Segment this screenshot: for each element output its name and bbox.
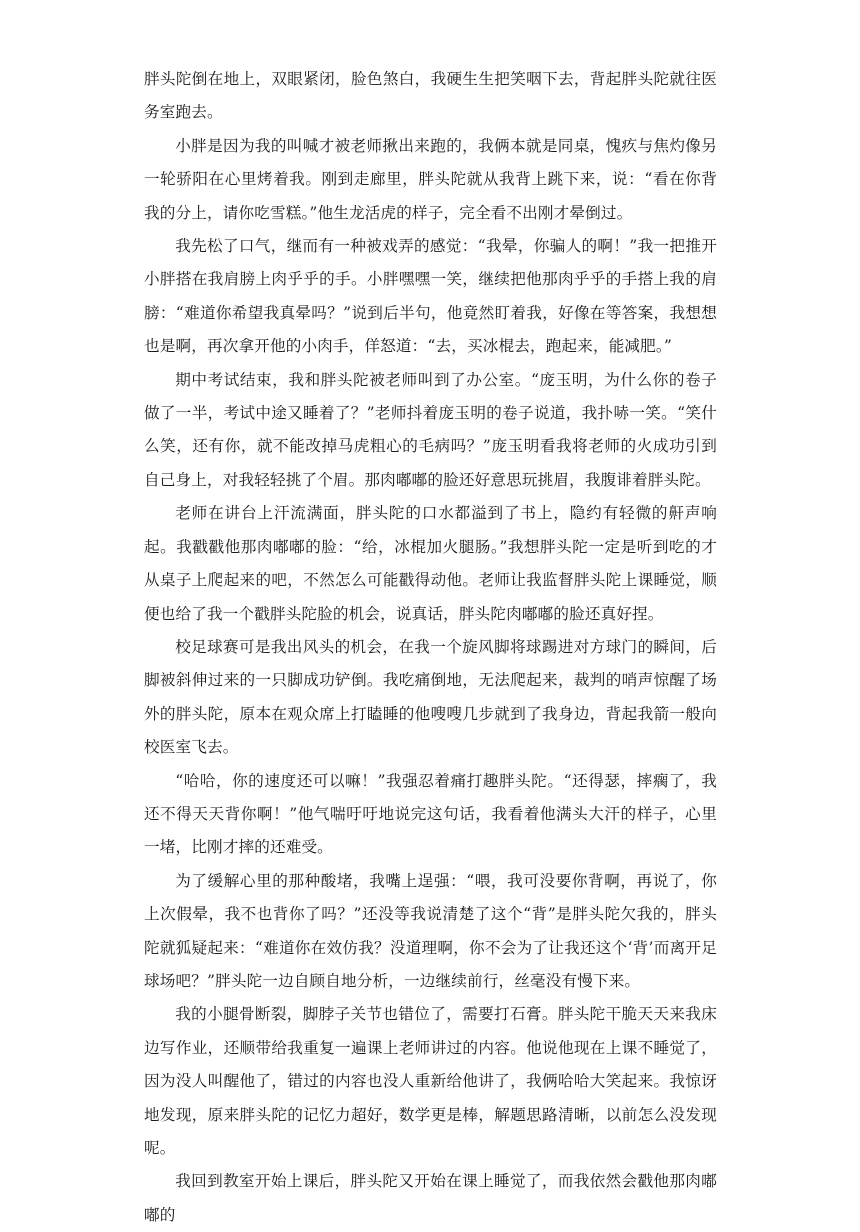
paragraph: 为了缓解心里的那种酸堵，我嘴上逞强：“喂，我可没要你背啊，再说了，你上次假晕，我不也背你了吗？”还没等我说清楚了这个“背”是胖头陀欠我的，胖头陀就狐疑起来：“难道你在效仿我？没道理啊，你不会为了让我还这个‘背’而离开足球场吧？”胖头陀一边自顾自地分析，一边继续前行，丝毫没有慢下来。: [144, 871, 717, 990]
paragraph: 期中考试结束，我和胖头陀被老师叫到了办公室。“庞玉明，为什么你的卷子做了一半，考试中途又睡着了？”老师抖着庞玉明的卷子说道，我扑哧一笑。“笑什么笑，还有你，就不能改掉马虎粗心的毛病吗？”庞玉明看我将老师的火成功引到自己身上，对我轻轻挑了个眉。那肉嘟嘟的脸还好意思玩挑眉，我腹诽着胖头陀。: [144, 370, 717, 489]
paragraph: 我的小腿骨断裂，脚脖子关节也错位了，需要打石膏。胖头陀干脆天天来我床边写作业，还顺带给我重复一遍课上老师讲过的内容。他说他现在上课不睡觉了，因为没人叫醒他了，错过的内容也没人重新给他讲了，我俩哈哈大笑起来。我惊讶地发现，原来胖头陀的记忆力超好，数学更是棒，解题思路清晰，以前怎么没发现呢。: [144, 1005, 717, 1157]
paragraph: 小胖是因为我的叫喊才被老师揪出来跑的，我俩本就是同桌，愧疚与焦灼像另一轮骄阳在心里烤着我。刚到走廊里，胖头陀就从我背上跳下来，说：“看在你背我的分上，请你吃雪糕。”他生龙活虎的样子，完全看不出刚才晕倒过。: [144, 136, 717, 222]
paragraph-truncated: 我回到教室开始上课后，胖头陀又开始在课上睡觉了，而我依然会戳他那肉嘟嘟的: [144, 1172, 717, 1224]
paragraph: 校足球赛可是我出风头的机会，在我一个旋风脚将球踢进对方球门的瞬间，后脚被斜伸过来的一只脚成功铲倒。我吃痛倒地，无法爬起来，裁判的哨声惊醒了场外的胖头陀，原本在观众席上打瞌睡的他嗖嗖几步就到了我身边，背起我箭一般向校医室飞去。: [144, 637, 717, 757]
article-body: [144, 63, 717, 1232]
paragraph-continued: 胖头陀倒在地上，双眼紧闭，脸色煞白，我硬生生把笑咽下去，背起胖头陀就往医务室跑去。: [144, 70, 717, 122]
paragraph: 老师在讲台上汗流满面，胖头陀的口水都溢到了书上，隐约有轻微的鼾声响起。我戳戳他那肉嘟嘟的脸：“给，冰棍加火腿肠。”我想胖头陀一定是听到吃的才从桌子上爬起来的吧，不然怎么可能戳得动他。老师让我监督胖头陀上课睡觉，顺便也给了我一个戳胖头陀脸的机会，说真话，胖头陀肉嘟嘟的脸还真好捏。: [144, 504, 717, 623]
paragraph: “哈哈，你的速度还可以嘛！”我强忍着痛打趣胖头陀。“还得瑟，摔瘸了，我还不得天天背你啊！”他气喘吁吁地说完这句话，我看着他满头大汗的样子，心里一堵，比刚才摔的还难受。: [144, 771, 717, 857]
paragraph: 我先松了口气，继而有一种被戏弄的感觉：“我晕，你骗人的啊！”我一把推开小胖搭在我肩膀上肉乎乎的手。小胖嘿嘿一笑，继续把他那肉乎乎的手搭上我的肩膀：“难道你希望我真晕吗？”说到后半句，他竟然盯着我，好像在等答案，我想想也是啊，再次拿开他的小肉手，佯怒道：“去，买冰棍去，跑起来，能减肥。”: [144, 237, 717, 356]
